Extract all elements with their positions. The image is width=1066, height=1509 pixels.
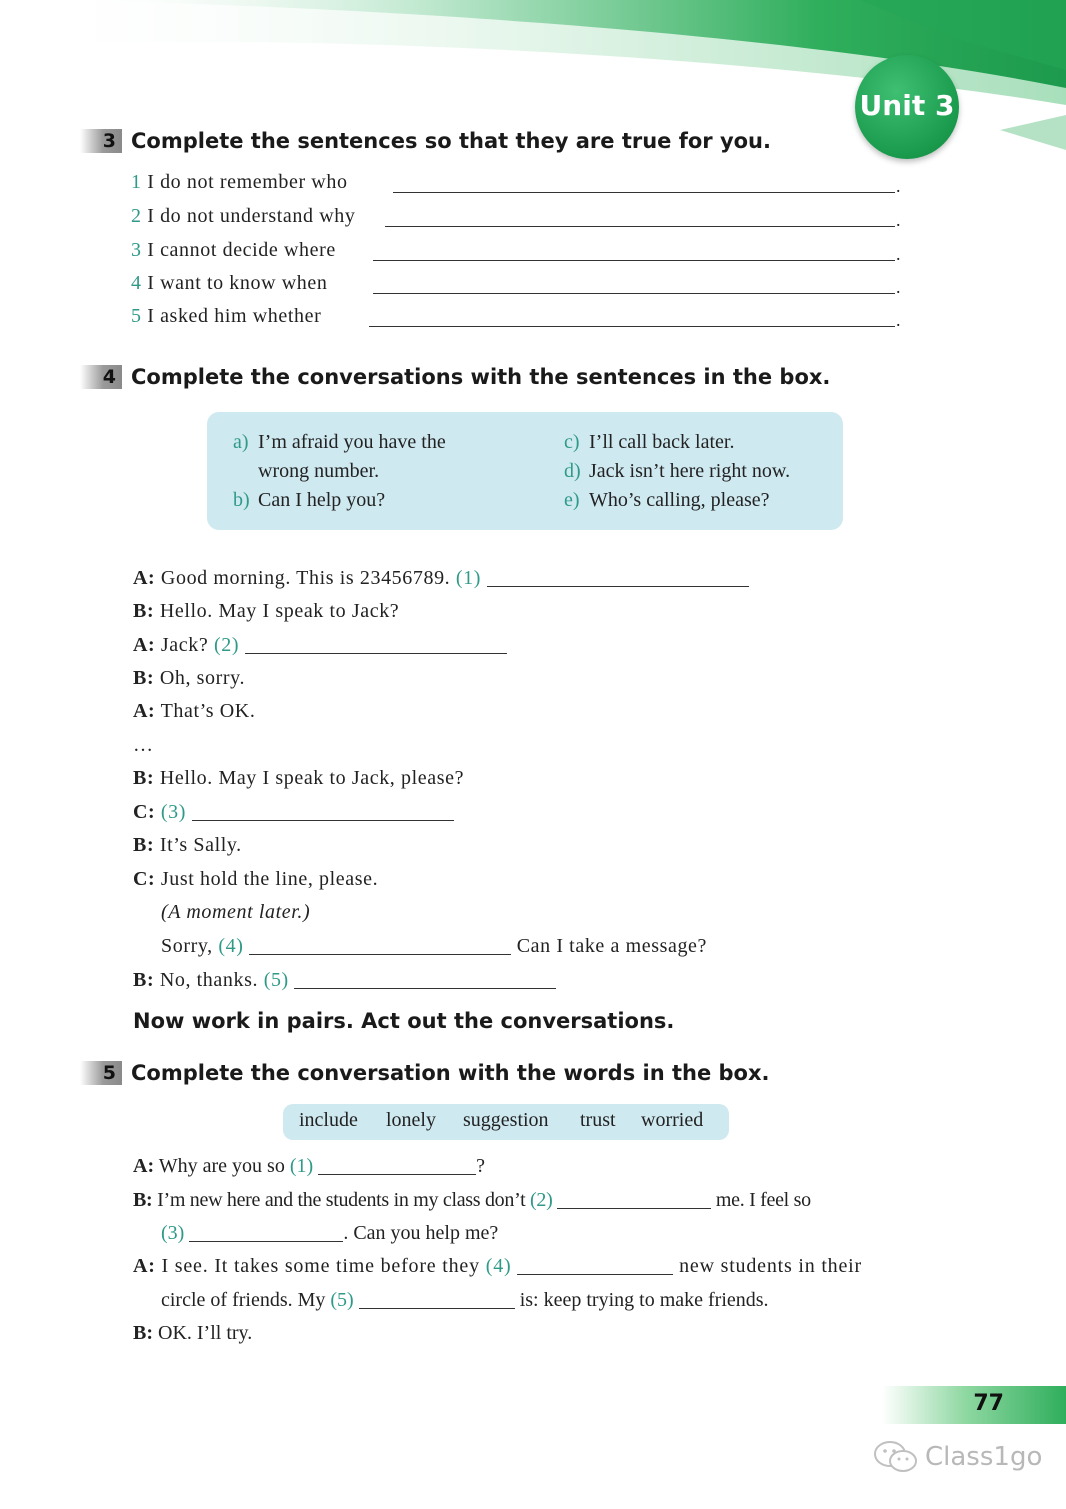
unit-label: Unit 3 (859, 89, 955, 122)
watermark-text: Class1go (925, 1442, 1043, 1472)
list-item: 3 I cannot decide where (131, 239, 336, 261)
dialogue-line: Sorry, (4) Can I take a message? (161, 935, 707, 957)
exercise-4-heading (80, 362, 830, 392)
dialogue-line: B: No, thanks. (5) (133, 968, 556, 992)
answer-blank[interactable] (487, 566, 749, 587)
dialogue-line: A: That’s OK. (133, 700, 256, 722)
stage-direction: (A moment later.) (161, 901, 311, 923)
page-number: 77 (973, 1391, 1004, 1416)
phrase-box (207, 412, 843, 530)
exercise-instruction: Complete the conversation with the words in the box. (131, 1061, 770, 1085)
exercise-3-heading (80, 126, 771, 156)
page-number-bar (882, 1386, 1066, 1424)
dialogue-line: A: Why are you so (1) ? (133, 1155, 486, 1177)
watermark (873, 1440, 1042, 1474)
pairs-instruction: Now work in pairs. Act out the conversations. (133, 1009, 675, 1033)
answer-blank[interactable] (192, 800, 454, 821)
dialogue-line: C: (3) (133, 800, 454, 824)
exercise-5-heading (80, 1058, 770, 1088)
answer-blank[interactable] (373, 240, 895, 261)
word-item: suggestion (463, 1109, 549, 1131)
answer-blank[interactable] (359, 1288, 515, 1309)
exercise-number: 5 (80, 1061, 122, 1085)
answer-blank[interactable] (249, 934, 511, 955)
dialogue-line: B: OK. I’ll try. (133, 1322, 253, 1344)
exercise-number: 3 (80, 129, 122, 153)
list-item: 4 I want to know when (131, 272, 328, 294)
answer-blank[interactable] (369, 306, 895, 327)
word-item: include (299, 1109, 358, 1131)
dialogue-line: A: Jack? (2) (133, 633, 507, 657)
word-item: worried (641, 1109, 704, 1131)
dialogue-line: B: Hello. May I speak to Jack, please? (133, 767, 465, 789)
list-item: 5 I asked him whether (131, 305, 322, 327)
dialogue-ellipsis: … (133, 734, 154, 756)
list-item: 2 I do not understand why (131, 205, 356, 227)
unit-badge (855, 55, 959, 159)
word-item: lonely (386, 1109, 436, 1131)
list-item: 1 I do not remember who (131, 171, 348, 193)
word-item: trust (580, 1109, 616, 1131)
exercise-instruction: Complete the conversations with the sentences in the box. (131, 365, 831, 389)
dialogue-line: B: I’m new here and the students in my class don’t (2) me. I feel so (133, 1189, 811, 1211)
phrase-column-left: a) I’m afraid you have the wrong number. b) Can I help you? (233, 431, 446, 511)
answer-blank[interactable] (393, 172, 895, 193)
answer-blank[interactable] (294, 968, 556, 989)
answer-blank[interactable] (318, 1154, 476, 1175)
answer-blank[interactable] (385, 206, 895, 227)
word-box (283, 1104, 729, 1140)
phrase-column-right: c) I’ll call back later. d) Jack isn’t here right now. e) Who’s calling, please? (564, 431, 791, 511)
dialogue-line: B: Oh, sorry. (133, 667, 246, 689)
dialogue-line: C: Just hold the line, please. (133, 868, 379, 890)
exercise-instruction: Complete the sentences so that they are true for you. (131, 129, 771, 153)
dialogue-line: A: I see. It takes some time before they (4) new students in their (133, 1255, 862, 1277)
dialogue-line: B: It’s Sally. (133, 834, 242, 856)
dialogue-line: (3) . Can you help me? (161, 1222, 499, 1244)
dialogue-line: circle of friends. My (5) is: keep trying to make friends. (161, 1289, 769, 1311)
answer-blank[interactable] (189, 1221, 343, 1242)
answer-blank[interactable] (517, 1254, 673, 1275)
wechat-icon (873, 1440, 919, 1474)
answer-blank[interactable] (557, 1188, 711, 1209)
answer-blank[interactable] (373, 273, 895, 294)
exercise-number: 4 (80, 365, 122, 389)
dialogue-line: A: Good morning. This is 23456789. (1) (133, 566, 749, 590)
answer-blank[interactable] (245, 633, 507, 654)
dialogue-line: B: Hello. May I speak to Jack? (133, 600, 400, 622)
